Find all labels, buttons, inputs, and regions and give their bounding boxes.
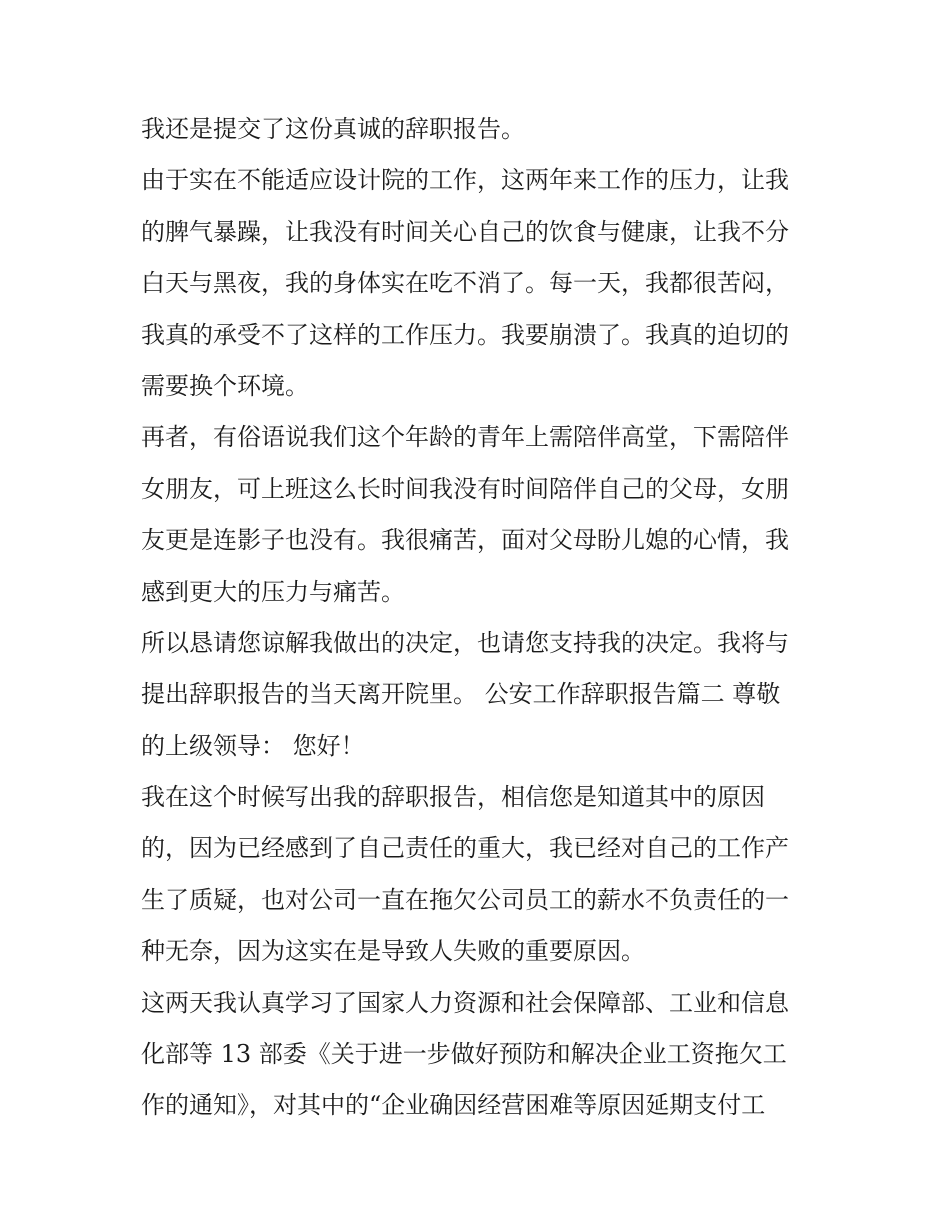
text-line: 我还是提交了这份真诚的辞职报告。 xyxy=(141,115,525,143)
text-line: 需要换个环境。 xyxy=(141,371,309,400)
text-line: 生了质疑，也对公司一直在拖欠公司员工的薪水不负责任的一 xyxy=(141,885,789,914)
text-line: 友更是连影子也没有。我很痛苦，面对父母盼儿媳的心情，我 xyxy=(141,526,789,555)
text-line: 种无奈，因为这实在是导致人失败的重要原因。 xyxy=(141,937,645,966)
document-body xyxy=(141,109,813,1137)
text-line: 感到更大的压力与痛苦。 xyxy=(141,577,405,606)
text-line: 化部等 13 部委《关于进一步做好预防和解决企业工资拖欠工 xyxy=(141,1040,787,1069)
text-line: 我真的承受不了这样的工作压力。我要崩溃了。我真的迫切的 xyxy=(141,320,789,349)
text-line: 作的通知》，对其中的“企业确因经营困难等原因延期支付工 xyxy=(141,1091,766,1120)
text-line: 白天与黑夜，我的身体实在吃不消了。每一天，我都很苦闷， xyxy=(141,269,789,298)
text-line: 的上级领导： 您好！ xyxy=(141,731,365,760)
text-line: 所以恳请您谅解我做出的决定，也请您支持我的决定。我将与 xyxy=(141,628,789,657)
text-line: 再者，有俗语说我们这个年龄的青年上需陪伴高堂，下需陪伴 xyxy=(141,423,789,452)
text-line: 的，因为已经感到了自己责任的重大，我已经对自己的工作产 xyxy=(141,834,789,863)
text-line: 这两天我认真学习了国家人力资源和社会保障部、工业和信息 xyxy=(141,988,789,1017)
text-line: 由于实在不能适应设计院的工作，这两年来工作的压力，让我 xyxy=(141,166,789,195)
text-line: 的脾气暴躁，让我没有时间关心自己的饮食与健康，让我不分 xyxy=(141,217,789,246)
text-line: 我在这个时候写出我的辞职报告，相信您是知道其中的原因 xyxy=(141,783,765,812)
text-line: 提出辞职报告的当天离开院里。 公安工作辞职报告篇二 尊敬 xyxy=(141,680,781,709)
text-line: 女朋友，可上班这么长时间我没有时间陪伴自己的父母，女朋 xyxy=(141,474,789,503)
